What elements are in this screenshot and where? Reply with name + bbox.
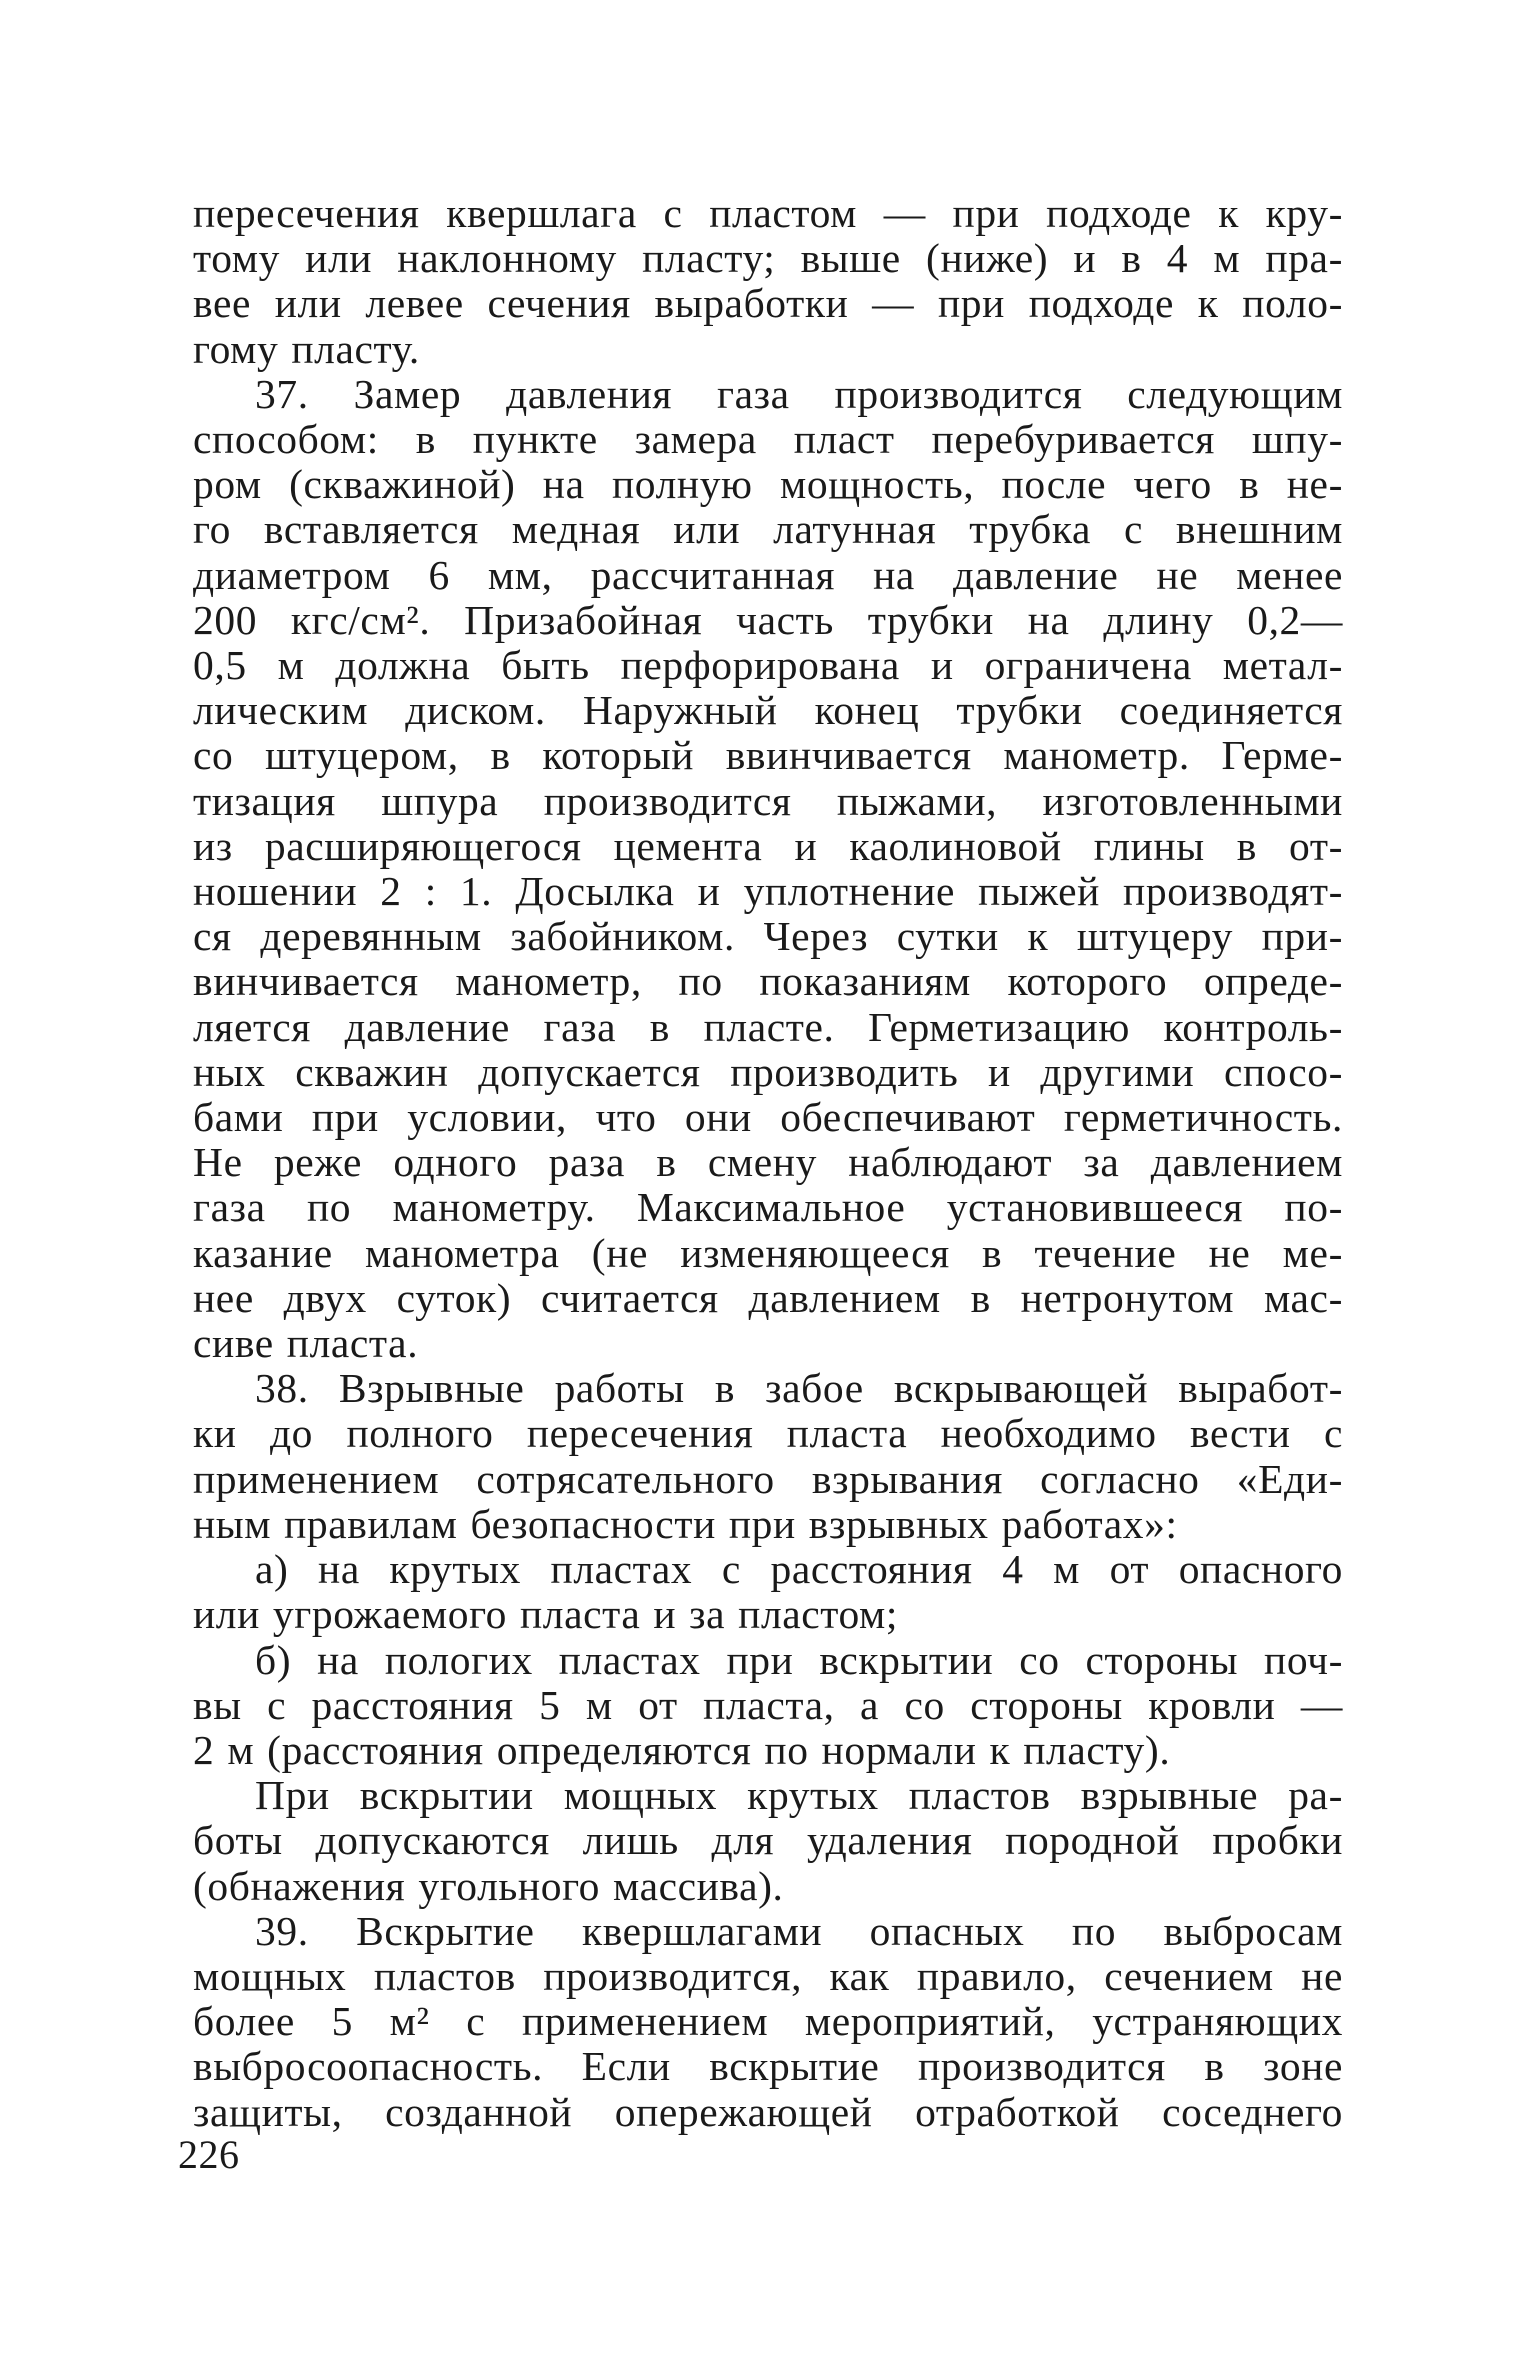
text-line: вее или левее сечения выработки — при подходе к поло- xyxy=(193,280,1343,327)
text-line: пересечения квершлага с пластом — при подходе к кру- xyxy=(193,190,1343,236)
item-b-first-line: б) на пологих пластах при вскрытии со стороны поч- xyxy=(255,1636,1343,1683)
text-line: со штуцером, в который ввинчивается манометр. Герме- xyxy=(193,732,1343,779)
text-line: или угрожаемого пласта и за пластом; xyxy=(193,1591,899,1638)
text-line: (обнажения угольного массива). xyxy=(193,1862,784,1909)
text-line: ки до полного пересечения пласта необходимо вести с xyxy=(193,1410,1343,1457)
text-line: выбросоопасность. Если вскрытие производится в зоне xyxy=(193,2043,1343,2090)
text-line: сиве пласта. xyxy=(193,1320,419,1367)
item-a-first-line: а) на крутых пластах с расстояния 4 м от опасного xyxy=(255,1546,1343,1593)
text-line: ся деревянным забойником. Через сутки к штуцеру при- xyxy=(193,913,1343,960)
text-line: применением сотрясательного взрывания согласно «Еди- xyxy=(193,1455,1343,1502)
page-body xyxy=(193,191,1343,2135)
text-line: вы с расстояния 5 м от пласта, а со стороны кровли — xyxy=(193,1681,1343,1728)
text-line: из расширяющегося цемента и каолиновой глины в от- xyxy=(193,822,1343,869)
text-line: ных скважин допускается производить и другими спосо- xyxy=(193,1048,1343,1095)
text-line: газа по манометру. Максимальное установившееся по- xyxy=(193,1184,1343,1231)
text-line: мощных пластов производится, как правило, сечением не xyxy=(193,1952,1343,1999)
text-line: 0,5 м должна быть перфорирована и ограничена метал- xyxy=(193,642,1343,689)
paragraph-38-first-line: 38. Взрывные работы в забое вскрывающей выработ- xyxy=(255,1365,1343,1412)
paragraph-39-first-line: 39. Вскрытие квершлагами опасных по выбросам xyxy=(255,1907,1343,1954)
text-line: гому пласту. xyxy=(193,325,420,372)
text-line: бами при условии, что они обеспечивают герметичность. xyxy=(193,1094,1343,1141)
text-line: способом: в пункте замера пласт перебуривается шпу- xyxy=(193,416,1343,463)
text-line: тизация шпура производится пыжами, изготовленными xyxy=(193,777,1343,824)
text-line: лическим диском. Наружный конец трубки соединяется xyxy=(193,687,1343,734)
text-line: го вставляется медная или латунная трубка с внешним xyxy=(193,506,1343,553)
text-line: 2 м (расстояния определяются по нормали к пласту). xyxy=(193,1726,1171,1773)
text-line: 200 кгс/см². Призабойная часть трубки на длину 0,2— xyxy=(193,596,1343,643)
text-line: ным правилам безопасности при взрывных работах»: xyxy=(193,1500,1178,1547)
page-number: 226 xyxy=(178,2132,240,2177)
text-line: винчивается манометр, по показаниям которого опреде- xyxy=(193,958,1343,1005)
text-line: казание манометра (не изменяющееся в течение не ме- xyxy=(193,1229,1343,1276)
paragraph-37-first-line: 37. Замер давления газа производится следующим xyxy=(255,370,1343,417)
text-line: ляется давление газа в пласте. Герметизацию контроль- xyxy=(193,1003,1343,1050)
text-line: диаметром 6 мм, рассчитанная на давление не менее xyxy=(193,551,1343,598)
text-line: ром (скважиной) на полную мощность, после чего в не- xyxy=(193,461,1343,508)
text-line: боты допускаются лишь для удаления породной пробки xyxy=(193,1817,1343,1864)
text-line: тому или наклонному пласту; выше (ниже) и в 4 м пра- xyxy=(193,235,1343,282)
text-line: ношении 2 : 1. Досылка и уплотнение пыжей производят- xyxy=(193,868,1343,915)
text-line: Не реже одного раза в смену наблюдают за давлением xyxy=(193,1139,1343,1186)
text-line: нее двух суток) считается давлением в нетронутом мас- xyxy=(193,1274,1343,1321)
text-line: защиты, созданной опережающей отработкой соседнего xyxy=(193,2088,1343,2135)
note-first-line: При вскрытии мощных крутых пластов взрывные ра- xyxy=(255,1772,1343,1819)
text-line: более 5 м² с применением мероприятий, устраняющих xyxy=(193,1998,1343,2045)
